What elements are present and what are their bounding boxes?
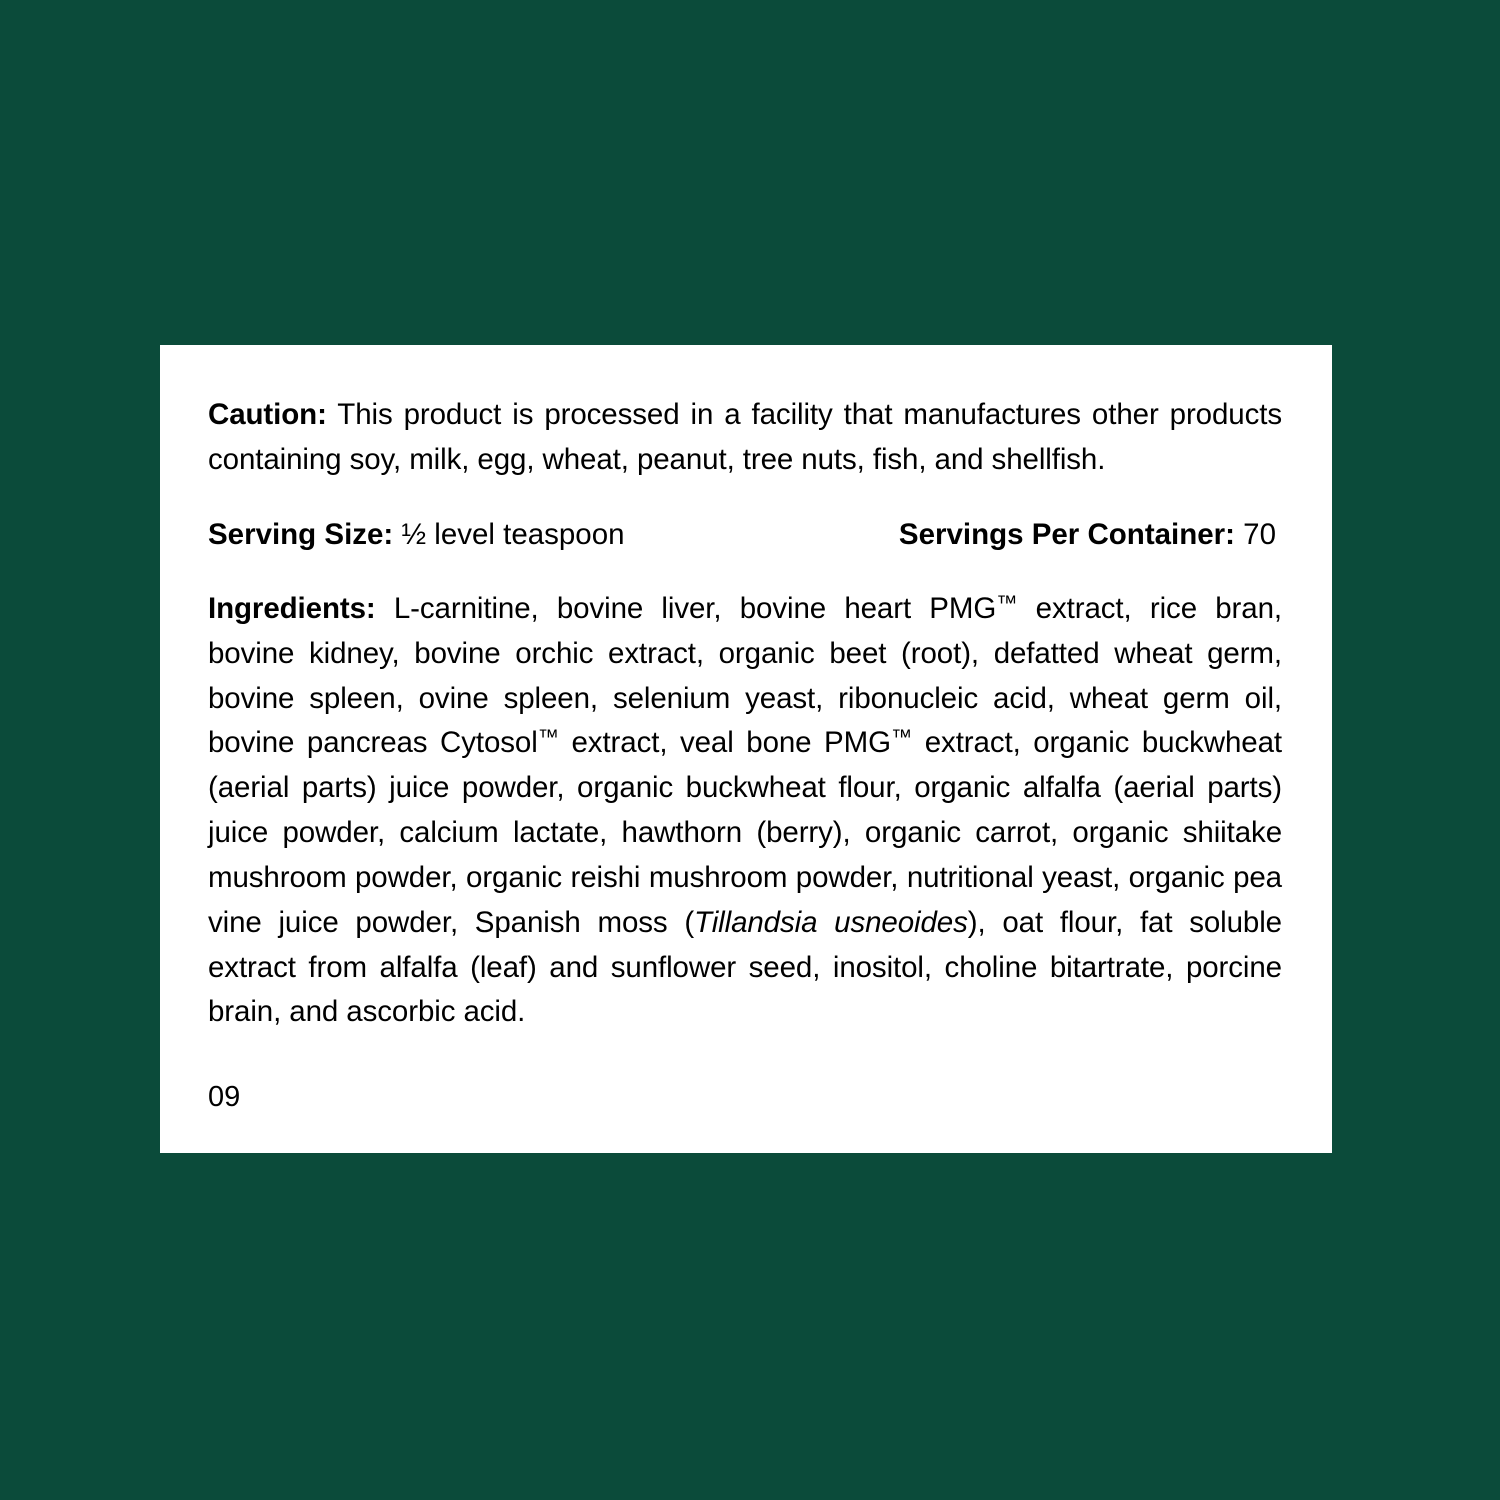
servings-per-container-label: Servings Per Container: [898,517,1235,551]
caution-text: This product is processed in a facility that manufactures other products containing soy, milk, egg, wheat, peanut, tree nuts, fish, and shellfish. [208,398,1282,476]
lot-code: 09 [208,1081,241,1114]
caution-paragraph [208,393,1282,483]
ingredients-heading: Ingredients: [208,591,376,625]
ingredients-paragraph [208,587,1282,1035]
trademark-icon: ™ [537,725,559,750]
ingredients-part-5: ), oat flour, fat soluble extract from alfalfa (leaf) and sunflower seed, inositol, choline bitartrate, porcine brain, and ascorbic acid. [208,905,1282,1029]
ingredients-part-2: extract, rice bran, bovine kidney, bovine orchic extract, organic beet (root), defatted wheat germ, bovine spleen, ovine spleen, selenium yeast, ribonucleic acid, wheat germ oil, bovine pancreas Cytosol [208,591,1282,760]
ingredients-species-name: Tillandsia usneoides [694,905,968,939]
serving-size-value: ½ level teaspoon [393,517,625,551]
ingredients-part-4: extract, organic buckwheat (aerial parts) juice powder, organic buckwheat flour, organic alfalfa (aerial parts) juice powder, calcium lactate, hawthorn (berry), organic carrot, organic shiitake mushroom powder, organic reishi mushroom powder, nutritional yeast, organic pea vine juice powder, Spanish moss ( [208,726,1282,939]
supplement-label-panel [160,345,1332,1153]
servings-per-container-value: 70 [1234,517,1276,551]
servings-per-container [899,513,1276,557]
trademark-icon: ™ [890,725,913,750]
ingredients-part-1: L-carnitine, bovine liver, bovine heart PMG [375,591,997,625]
trademark-icon: ™ [996,590,1018,615]
serving-size [208,513,625,557]
serving-info-row [208,513,1282,557]
caution-heading: Caution: [208,398,327,431]
ingredients-part-3: extract, veal bone PMG [558,726,891,760]
serving-size-label: Serving Size: [208,517,394,551]
